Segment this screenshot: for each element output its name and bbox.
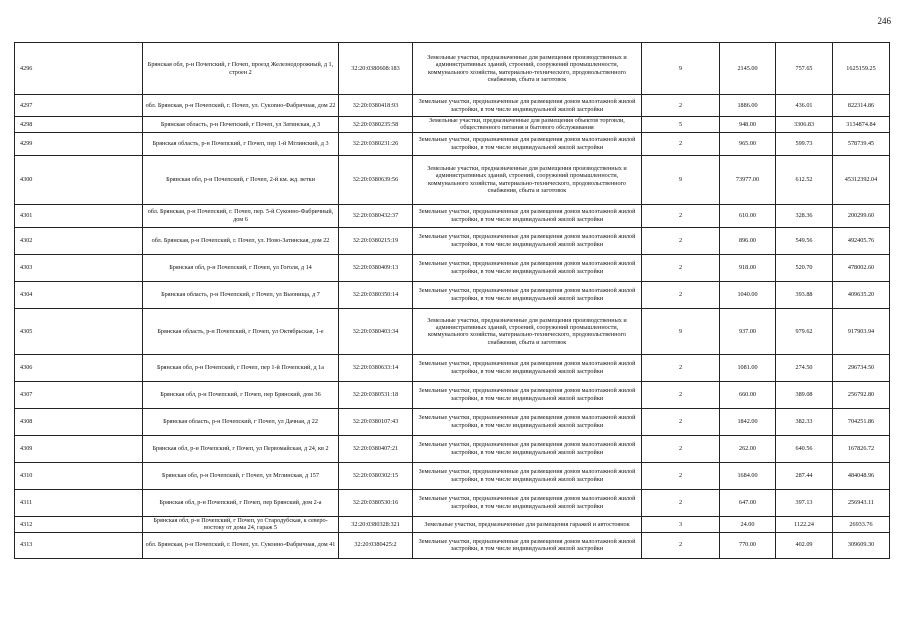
table-row — [15, 132, 890, 155]
area-cell: 1040.00 — [720, 281, 776, 308]
area-cell: 73977.00 — [720, 155, 776, 204]
cadastral-number-cell: 32:20:0380530:16 — [339, 489, 413, 516]
permitted-use-cell: Земельные участки, предназначенные для размещения домов малоэтажной жилой застройки, в том числе индивидуальной жилой застройки — [413, 408, 642, 435]
cadastral-value-cell: 256792.80 — [833, 381, 890, 408]
permitted-use-cell: Земельные участки, предназначенные для размещения домов малоэтажной жилой застройки, в том числе индивидуальной жилой застройки — [413, 532, 642, 558]
permitted-use-cell: Земельные участки, предназначенные для размещения производственных и административных зданий, строений, сооружений промышленности, коммунального хозяйства, материально-технического, продовольственного снабжения, сбыта и заготовок — [413, 308, 642, 354]
specific-value-cell: 389.08 — [776, 381, 833, 408]
address-cell: Брянская обл, р-н Почепский, г Почеп, проезд Железнодорожный, д 1, строен 2 — [143, 43, 339, 95]
cadastral-value-cell: 200299.60 — [833, 204, 890, 227]
table-row — [15, 43, 890, 95]
cadastral-value-cell: 492405.76 — [833, 227, 890, 254]
address-cell: Брянская обл, р-н Почепский, г Почеп, пер Брянский, дом 36 — [143, 381, 339, 408]
cadastral-number-cell: 32:20:0380531:18 — [339, 381, 413, 408]
cadastral-number-cell: 32:20:0380409:13 — [339, 254, 413, 281]
permitted-use-cell: Земельные участки, предназначенные для размещения гаражей и автостоянок — [413, 516, 642, 532]
row-number-cell: 4296 — [15, 43, 143, 95]
area-cell: 918.00 — [720, 254, 776, 281]
specific-value-cell: 599.73 — [776, 132, 833, 155]
group-cell: 2 — [642, 462, 720, 489]
cadastral-number-cell: 32:20:0380425:2 — [339, 532, 413, 558]
area-cell: 647.00 — [720, 489, 776, 516]
cadastral-number-cell: 32:20:0380235:58 — [339, 117, 413, 133]
cadastral-number-cell: 32:20:0380231:26 — [339, 132, 413, 155]
address-cell: Брянская область, р-н Почепский, г Почеп, ул Вьюнища, д 7 — [143, 281, 339, 308]
permitted-use-cell: Земельные участки, предназначенные для размещения домов малоэтажной жилой застройки, в том числе индивидуальной жилой застройки — [413, 435, 642, 462]
group-cell: 5 — [642, 117, 720, 133]
specific-value-cell: 382.33 — [776, 408, 833, 435]
permitted-use-cell: Земельные участки, предназначенные для размещения домов малоэтажной жилой застройки, в том числе индивидуальной жилой застройки — [413, 227, 642, 254]
permitted-use-cell: Земельные участки, предназначенные для размещения домов малоэтажной жилой застройки, в том числе индивидуальной жилой застройки — [413, 354, 642, 381]
area-cell: 770.00 — [720, 532, 776, 558]
row-number-cell: 4299 — [15, 132, 143, 155]
cadastral-number-cell: 32:20:0380403:34 — [339, 308, 413, 354]
area-cell: 1886.00 — [720, 95, 776, 117]
row-number-cell: 4301 — [15, 204, 143, 227]
table-row — [15, 462, 890, 489]
specific-value-cell: 436.01 — [776, 95, 833, 117]
specific-value-cell: 328.36 — [776, 204, 833, 227]
area-cell: 937.00 — [720, 308, 776, 354]
address-cell: обл. Брянская, р-н Почепский, г. Почеп, ул. Сукonно-Фабричная, дом 22 — [143, 95, 339, 117]
specific-value-cell: 757.65 — [776, 43, 833, 95]
address-cell: обл. Брянская, р-н Почепский, г. Почеп, ул. Ново-Затинская, дом 22 — [143, 227, 339, 254]
cadastral-number-cell: 32:20:0380418:93 — [339, 95, 413, 117]
table-row — [15, 308, 890, 354]
specific-value-cell: 520.70 — [776, 254, 833, 281]
address-cell: Брянская обл, р-н Почепский, г Почеп, ул Первомайская, д 24, кв 2 — [143, 435, 339, 462]
cadastral-value-cell: 3134874.84 — [833, 117, 890, 133]
specific-value-cell: 393.88 — [776, 281, 833, 308]
group-cell: 2 — [642, 381, 720, 408]
row-number-cell: 4311 — [15, 489, 143, 516]
group-cell: 2 — [642, 204, 720, 227]
permitted-use-cell: Земельные участки, предназначенные для размещения домов малоэтажной жилой застройки, в том числе индивидуальной жилой застройки — [413, 381, 642, 408]
cadastral-value-cell: 917903.94 — [833, 308, 890, 354]
permitted-use-cell: Земельные участки, предназначенные для размещения домов малоэтажной жилой застройки, в том числе индивидуальной жилой застройки — [413, 281, 642, 308]
cadastral-number-cell: 32:20:0380107:43 — [339, 408, 413, 435]
area-cell: 1842.00 — [720, 408, 776, 435]
group-cell: 2 — [642, 254, 720, 281]
group-cell: 9 — [642, 308, 720, 354]
specific-value-cell: 3306.83 — [776, 117, 833, 133]
table-row — [15, 204, 890, 227]
specific-value-cell: 549.56 — [776, 227, 833, 254]
cadastral-number-cell: 32:20:0380639:56 — [339, 155, 413, 204]
row-number-cell: 4307 — [15, 381, 143, 408]
permitted-use-cell: Земельные участки, предназначенные для размещения домов малоэтажной жилой застройки, в том числе индивидуальной жилой застройки — [413, 254, 642, 281]
area-cell: 948.00 — [720, 117, 776, 133]
address-cell: Брянская область, р-н Почепский, г Почеп, ул Затинская, д 3 — [143, 117, 339, 133]
permitted-use-cell: Земельные участки, предназначенные для размещения домов малоэтажной жилой застройки, в том числе индивидуальной жилой застройки — [413, 204, 642, 227]
address-cell: Брянская обл, р-н Почепский, г Почеп, пер Брянский, дом 2-а — [143, 489, 339, 516]
specific-value-cell: 640.56 — [776, 435, 833, 462]
permitted-use-cell: Земельные участки, предназначенные для размещения производственных и административных зданий, строений, сооружений промышленности, коммунального хозяйства, материально-технического, продовольственного снабжения, сбыта и заготовок — [413, 43, 642, 95]
specific-value-cell: 397.13 — [776, 489, 833, 516]
specific-value-cell: 612.52 — [776, 155, 833, 204]
table-row — [15, 254, 890, 281]
specific-value-cell: 287.44 — [776, 462, 833, 489]
row-number-cell: 4313 — [15, 532, 143, 558]
permitted-use-cell: Земельные участки, предназначенные для размещения объектов торговли, общественного питания и бытового обслуживания — [413, 117, 642, 133]
group-cell: 9 — [642, 155, 720, 204]
row-number-cell: 4302 — [15, 227, 143, 254]
address-cell: Брянская область, р-н Почепский, г Почеп, пер 1-й Мглинский, д 3 — [143, 132, 339, 155]
cadastral-value-cell: 822314.86 — [833, 95, 890, 117]
specific-value-cell: 402.09 — [776, 532, 833, 558]
address-cell: Брянская обл, р-н Почепский, г Почеп, ул Гоголя, д 14 — [143, 254, 339, 281]
cadastral-value-cell: 478002.60 — [833, 254, 890, 281]
row-number-cell: 4306 — [15, 354, 143, 381]
table-row — [15, 516, 890, 532]
area-cell: 610.00 — [720, 204, 776, 227]
cadastral-number-cell: 32:20:0380407:21 — [339, 435, 413, 462]
row-number-cell: 4305 — [15, 308, 143, 354]
group-cell: 3 — [642, 516, 720, 532]
address-cell: Брянская обл, р-н Почепский, г Почеп, 2-й км. жд. ветки — [143, 155, 339, 204]
address-cell: обл. Брянская, р-н Почепский, г. Почеп, пер. 5-й Суконно-Фабричный, дом 6 — [143, 204, 339, 227]
group-cell: 2 — [642, 408, 720, 435]
specific-value-cell: 274.50 — [776, 354, 833, 381]
group-cell: 2 — [642, 354, 720, 381]
table-row — [15, 227, 890, 254]
table-row — [15, 532, 890, 558]
cadastral-value-cell: 1625159.25 — [833, 43, 890, 95]
table-row — [15, 155, 890, 204]
cadastral-value-cell: 484048.96 — [833, 462, 890, 489]
group-cell: 2 — [642, 435, 720, 462]
table-row — [15, 381, 890, 408]
cadastral-value-table — [14, 42, 890, 559]
permitted-use-cell: Земельные участки, предназначенные для размещения домов малоэтажной жилой застройки, в том числе индивидуальной жилой застройки — [413, 462, 642, 489]
table-row — [15, 408, 890, 435]
permitted-use-cell: Земельные участки, предназначенные для размещения домов малоэтажной жилой застройки, в том числе индивидуальной жилой застройки — [413, 489, 642, 516]
permitted-use-cell: Земельные участки, предназначенные для размещения домов малоэтажной жилой застройки, в том числе индивидуальной жилой застройки — [413, 95, 642, 117]
cadastral-number-cell: 32:20:0380633:14 — [339, 354, 413, 381]
table-row — [15, 95, 890, 117]
cadastral-value-cell: 26933.76 — [833, 516, 890, 532]
specific-value-cell: 979.62 — [776, 308, 833, 354]
group-cell: 2 — [642, 132, 720, 155]
row-number-cell: 4298 — [15, 117, 143, 133]
row-number-cell: 4297 — [15, 95, 143, 117]
group-cell: 2 — [642, 489, 720, 516]
cadastral-number-cell: 32:20:0380350:14 — [339, 281, 413, 308]
table-row — [15, 489, 890, 516]
area-cell: 2145.00 — [720, 43, 776, 95]
row-number-cell: 4309 — [15, 435, 143, 462]
row-number-cell: 4304 — [15, 281, 143, 308]
row-number-cell: 4312 — [15, 516, 143, 532]
table-row — [15, 281, 890, 308]
cadastral-number-cell: 32:20:0380608:183 — [339, 43, 413, 95]
cadastral-number-cell: 32:20:0380215:19 — [339, 227, 413, 254]
address-cell: Брянская обл, р-н Почепский, г Почеп, ул Стародубская, к северо-востоку от дома 24, гараж 5 — [143, 516, 339, 532]
cadastral-number-cell: 32:20:0380302:15 — [339, 462, 413, 489]
row-number-cell: 4300 — [15, 155, 143, 204]
address-cell: Брянская обл, р-н Почепский, г Почеп, ул Мглинская, д 157 — [143, 462, 339, 489]
area-cell: 1081.00 — [720, 354, 776, 381]
cadastral-number-cell: 32:20:0380432:37 — [339, 204, 413, 227]
cadastral-value-cell: 578739.45 — [833, 132, 890, 155]
address-cell: Брянская область, р-н Почепский, г Почеп, ул Октябрьская, 1-е — [143, 308, 339, 354]
area-cell: 965.00 — [720, 132, 776, 155]
area-cell: 262.00 — [720, 435, 776, 462]
address-cell: Брянская обл, р-н Почепский, г Почеп, пер 1-й Почепский, д 1а — [143, 354, 339, 381]
address-cell: Брянская область, р-н Почепский, г Почеп, ул Дачная, д 22 — [143, 408, 339, 435]
page-number: 246 — [877, 16, 891, 26]
row-number-cell: 4308 — [15, 408, 143, 435]
cadastral-value-cell: 309609.30 — [833, 532, 890, 558]
table-row — [15, 117, 890, 133]
cadastral-value-cell: 296734.50 — [833, 354, 890, 381]
group-cell: 9 — [642, 43, 720, 95]
row-number-cell: 4310 — [15, 462, 143, 489]
cadastral-value-cell: 409635.20 — [833, 281, 890, 308]
area-cell: 660.00 — [720, 381, 776, 408]
cadastral-value-cell: 704251.86 — [833, 408, 890, 435]
area-cell: 896.00 — [720, 227, 776, 254]
cadastral-value-cell: 256943.11 — [833, 489, 890, 516]
group-cell: 2 — [642, 95, 720, 117]
group-cell: 2 — [642, 532, 720, 558]
group-cell: 2 — [642, 227, 720, 254]
area-cell: 24.00 — [720, 516, 776, 532]
cadastral-value-cell: 45312392.04 — [833, 155, 890, 204]
permitted-use-cell: Земельные участки, предназначенные для размещения домов малоэтажной жилой застройки, в том числе индивидуальной жилой застройки — [413, 132, 642, 155]
permitted-use-cell: Земельные участки, предназначенные для размещения производственных и административных зданий, строений, сооружений промышленности, коммунального хозяйства, материально-технического, продовольственного снабжения, сбыта и заготовок — [413, 155, 642, 204]
group-cell: 2 — [642, 281, 720, 308]
row-number-cell: 4303 — [15, 254, 143, 281]
table-row — [15, 435, 890, 462]
cadastral-value-cell: 167826.72 — [833, 435, 890, 462]
table-row — [15, 354, 890, 381]
specific-value-cell: 1122.24 — [776, 516, 833, 532]
address-cell: обл. Брянская, р-н Почепский, г. Почеп, ул. Суконно-Фабричная, дом 41 — [143, 532, 339, 558]
area-cell: 1684.00 — [720, 462, 776, 489]
cadastral-number-cell: 32:20:0380328:321 — [339, 516, 413, 532]
